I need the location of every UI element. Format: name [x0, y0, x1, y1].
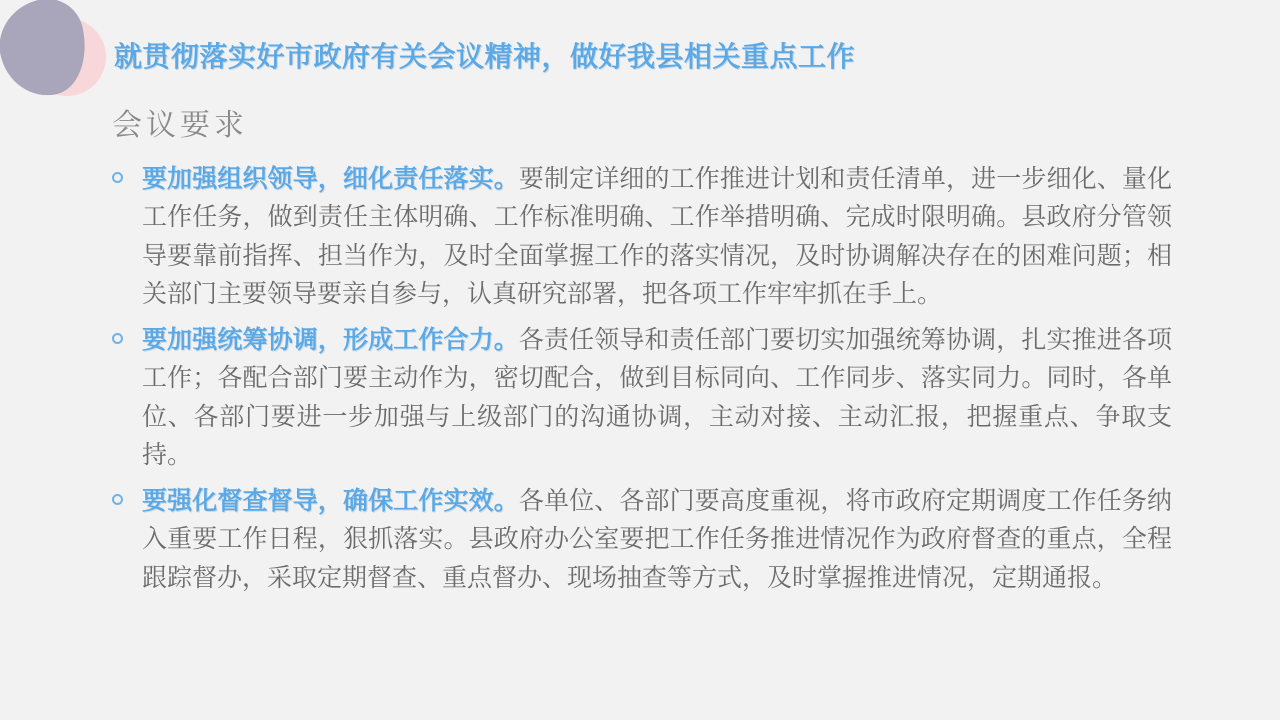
list-item [112, 321, 1172, 474]
bullet-list [112, 160, 1172, 605]
list-item-text [142, 160, 1172, 313]
list-item-body: 要制定详细的工作推进计划和责任清单，进一步细化、量化工作任务，做到责任主体明确、工作标准明确、工作举措明确、完成时限明确。县政府分管领导要靠前指挥、担当作为，及时全面掌握工作的落实情况，及时协调解决存在的困难问题；相关部门主要领导要亲自参与，认真研究部署，把各项工作牢牢抓在手上。 [142, 165, 1172, 308]
bullet-ring-icon [112, 482, 142, 508]
list-item-body: 各责任领导和责任部门要切实加强统筹协调，扎实推进各项工作；各配合部门要主动作为，密切配合，做到目标同向、工作同步、落实同力。同时，各单位、各部门要进一步加强与上级部门的沟通协调，主动对接、主动汇报，把握重点、争取支持。 [142, 326, 1172, 469]
list-item-body: 各单位、各部门要高度重视，将市政府定期调度工作任务纳入重要工作日程，狠抓落实。县政府办公室要把工作任务推进情况作为政府督查的重点，全程跟踪督办，采取定期督查、重点督办、现场抽查等方式，及时掌握推进情况，定期通报。 [142, 487, 1172, 592]
bullet-ring-icon [112, 321, 142, 347]
bullet-ring-icon [112, 160, 142, 186]
page-title: 就贯彻落实好市政府有关会议精神，做好我县相关重点工作 [114, 41, 856, 72]
pink-circle-shape [28, 18, 106, 96]
list-item-lead: 要加强统筹协调，形成工作合力。 [142, 326, 519, 354]
purple-blob-shape [0, 0, 95, 104]
list-item-lead: 要加强组织领导，细化责任落实。 [142, 165, 519, 193]
list-item [112, 482, 1172, 597]
section-subtitle: 会议要求 [112, 108, 248, 143]
list-item-lead: 要强化督查督导，确保工作实效。 [142, 487, 519, 515]
decorative-shapes [0, 0, 120, 110]
list-item [112, 160, 1172, 313]
list-item-text [142, 321, 1172, 474]
list-item-text [142, 482, 1172, 597]
